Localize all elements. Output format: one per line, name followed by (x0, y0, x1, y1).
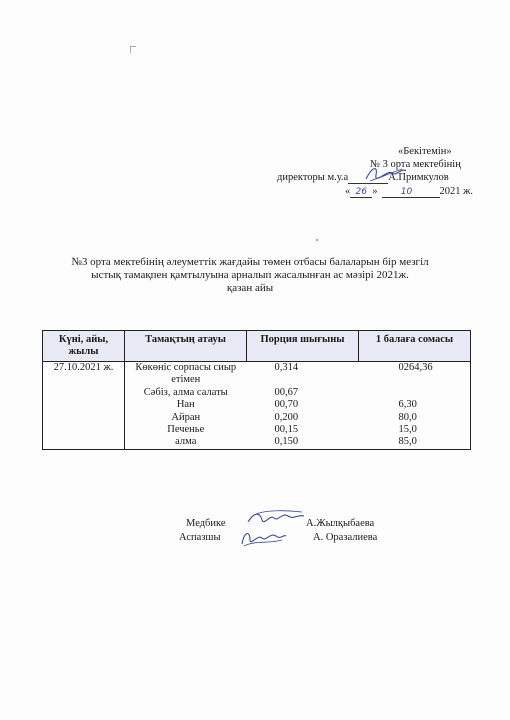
table-header-row (43, 331, 471, 362)
scan-dot (316, 239, 318, 241)
header-food-name: Тамақтың атауы (125, 331, 247, 362)
menu-title-line-3: қазан айы (226, 282, 274, 294)
cell-food-name: Нан (125, 399, 247, 411)
cell-food-name: алма (125, 436, 247, 449)
header-date: Күні, айы, жылы (43, 331, 125, 362)
cell-portion: 0,314 (247, 362, 359, 375)
cell-date (43, 399, 125, 411)
cell-sum: 0264,36 (359, 362, 471, 375)
date-year-line (432, 186, 440, 198)
table-row (43, 362, 471, 375)
cell-food-name: Сәбіз, алма салаты (125, 387, 247, 399)
cell-portion (247, 374, 359, 386)
cell-date (43, 424, 125, 436)
cell-food-name: Көкөніс сорпасы сиыр (125, 362, 247, 375)
approval-date (345, 185, 473, 198)
date-close-quote: » (372, 186, 378, 197)
director-signature (362, 163, 410, 185)
menu-title-line-2: ыстық тамақпен қамтылуына арналып жасалынған ас мәзірі 2021ж. (91, 269, 409, 281)
table-row (43, 399, 471, 411)
cell-date (43, 412, 125, 424)
cell-food-name: етімен (125, 374, 247, 386)
cell-sum: 15,0 (359, 424, 471, 436)
cell-sum (359, 374, 471, 386)
table-row (43, 424, 471, 436)
cook-role: Аспазшы (179, 532, 221, 543)
date-day: 26 (350, 186, 372, 198)
cell-sum: 6,30 (359, 399, 471, 411)
date-year: 2021 ж. (439, 186, 474, 197)
header-sum: 1 балаға сомасы (359, 331, 471, 362)
cell-portion: 00,70 (274, 399, 299, 411)
date-open-quote: « (345, 186, 351, 197)
cell-sum (359, 387, 471, 399)
table-row (43, 387, 471, 399)
cell-date (43, 436, 125, 449)
cell-date (43, 374, 125, 386)
cook-name: А. Оразалиева (313, 532, 378, 543)
cell-sum: 80,0 (359, 412, 471, 424)
cell-portion: 00,15 (274, 423, 299, 435)
cook-signature (238, 526, 288, 550)
table-row (43, 374, 471, 386)
director-label: директоры м.у.а (277, 172, 349, 183)
approval-line-1: «Бекітемін» (398, 146, 452, 157)
cell-date: 27.10.2021 ж. (43, 362, 125, 375)
cell-sum: 85,0 (359, 436, 471, 449)
cell-food-name: Печенье (125, 424, 247, 436)
approval-line-2: № 3 орта мектебінің (370, 159, 461, 170)
scan-mark (130, 46, 136, 53)
cell-portion: 0,150 (247, 436, 359, 449)
date-month: 10 (382, 186, 432, 198)
director-name: А.Примкулов (388, 172, 449, 183)
cell-portion: 00,67 (274, 386, 299, 398)
table-row (43, 412, 471, 424)
cell-food-name: Айран (125, 412, 247, 424)
menu-table (42, 330, 471, 450)
menu-title-line-1: №3 орта мектебінің әлеуметтік жағдайы төмен отбасы балаларын бір мезгіл (71, 256, 429, 268)
table-row (43, 436, 471, 449)
medic-name: А.Жылқыбаева (306, 518, 375, 529)
medic-role: Медбике (186, 518, 226, 529)
cell-date (43, 387, 125, 399)
cell-portion: 0,200 (274, 411, 299, 423)
header-portion: Порция шығыны (247, 331, 359, 362)
